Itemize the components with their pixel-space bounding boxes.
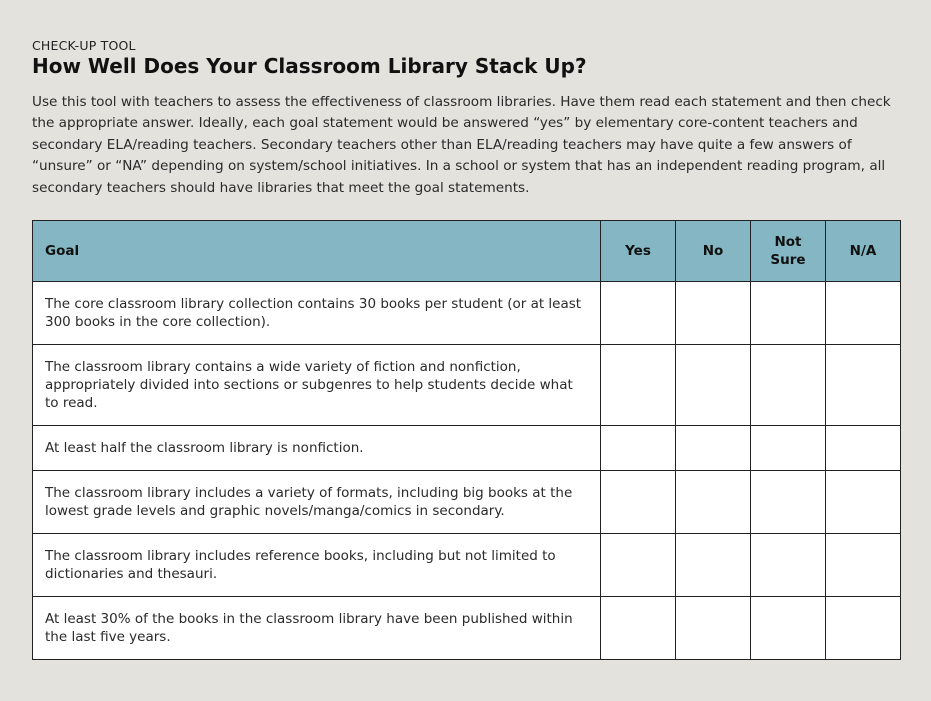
- yes-checkbox-cell[interactable]: [601, 426, 676, 471]
- column-header-not-sure: [751, 221, 826, 282]
- table-row: [33, 426, 901, 471]
- not-sure-checkbox-cell[interactable]: [751, 426, 826, 471]
- na-checkbox-cell[interactable]: [826, 597, 901, 660]
- goal-cell: The classroom library contains a wide variety of fiction and nonfiction, appropriately divided into sections or subgenres to help students decide what to read.: [33, 345, 601, 426]
- column-header-not-sure-line1: Not: [774, 234, 802, 250]
- yes-checkbox-cell[interactable]: [601, 282, 676, 345]
- na-checkbox-cell[interactable]: [826, 534, 901, 597]
- yes-checkbox-cell[interactable]: [601, 597, 676, 660]
- na-checkbox-cell[interactable]: [826, 282, 901, 345]
- table-header-row: [33, 221, 901, 282]
- table-row: [33, 534, 901, 597]
- checklist-table: [32, 220, 901, 660]
- column-header-yes: Yes: [601, 221, 676, 282]
- table-row: [33, 597, 901, 660]
- goal-cell: The core classroom library collection contains 30 books per student (or at least 300 books in the core collection).: [33, 282, 601, 345]
- table-row: [33, 471, 901, 534]
- intro-paragraph: Use this tool with teachers to assess the effectiveness of classroom libraries. Have them read each statement and then check the appropriate answer. Ideally, each goal statement would be answered “yes” by elementary core-content teachers and secondary ELA/reading teachers. Secondary teachers other than ELA/reading teachers may have quite a few answers of “unsure” or “NA” depending on system/school initiatives. In a school or system that has an independent reading program, all secondary teachers should have libraries that meet the goal statements.: [32, 94, 891, 196]
- table-row: [33, 345, 901, 426]
- not-sure-checkbox-cell[interactable]: [751, 471, 826, 534]
- column-header-goal: Goal: [33, 221, 601, 282]
- column-header-no: No: [676, 221, 751, 282]
- page-title: How Well Does Your Classroom Library Stack Up?: [32, 54, 587, 78]
- not-sure-checkbox-cell[interactable]: [751, 534, 826, 597]
- goal-cell: The classroom library includes reference books, including but not limited to dictionaries and thesauri.: [33, 534, 601, 597]
- no-checkbox-cell[interactable]: [676, 471, 751, 534]
- goal-cell: At least 30% of the books in the classroom library have been published within the last five years.: [33, 597, 601, 660]
- not-sure-checkbox-cell[interactable]: [751, 282, 826, 345]
- yes-checkbox-cell[interactable]: [601, 534, 676, 597]
- column-header-not-sure-line2: Sure: [770, 252, 806, 268]
- goal-cell: The classroom library includes a variety of formats, including big books at the lowest grade levels and graphic novels/manga/comics in secondary.: [33, 471, 601, 534]
- na-checkbox-cell[interactable]: [826, 426, 901, 471]
- na-checkbox-cell[interactable]: [826, 345, 901, 426]
- na-checkbox-cell[interactable]: [826, 471, 901, 534]
- no-checkbox-cell[interactable]: [676, 345, 751, 426]
- yes-checkbox-cell[interactable]: [601, 471, 676, 534]
- no-checkbox-cell[interactable]: [676, 597, 751, 660]
- not-sure-checkbox-cell[interactable]: [751, 597, 826, 660]
- table-row: [33, 282, 901, 345]
- check-up-kicker: CHECK-UP TOOL: [32, 38, 136, 53]
- not-sure-checkbox-cell[interactable]: [751, 345, 826, 426]
- yes-checkbox-cell[interactable]: [601, 345, 676, 426]
- column-header-na: N/A: [826, 221, 901, 282]
- no-checkbox-cell[interactable]: [676, 282, 751, 345]
- no-checkbox-cell[interactable]: [676, 426, 751, 471]
- goal-cell: At least half the classroom library is nonfiction.: [33, 426, 601, 471]
- no-checkbox-cell[interactable]: [676, 534, 751, 597]
